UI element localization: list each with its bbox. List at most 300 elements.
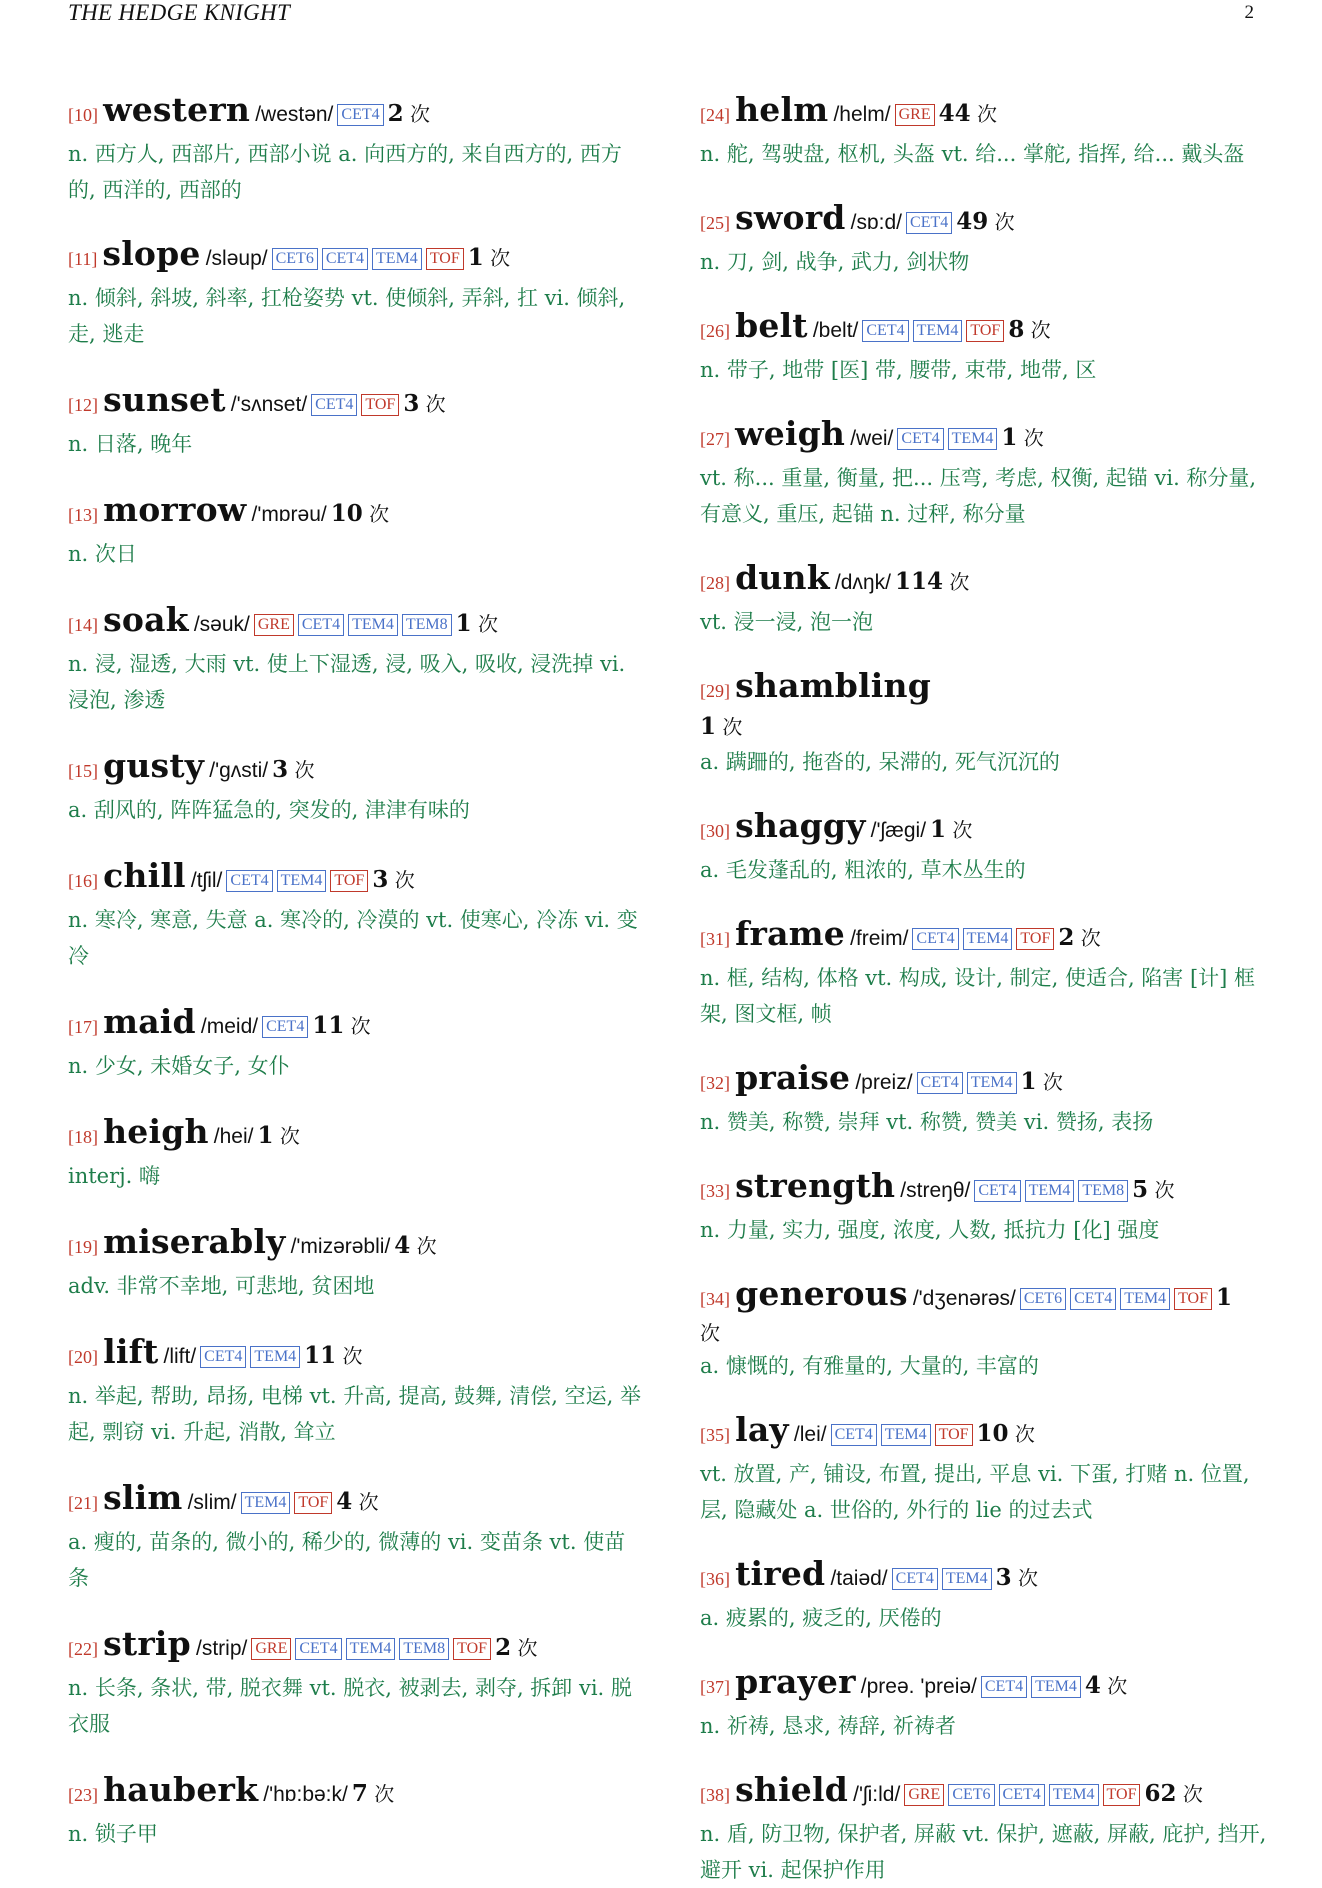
count-number: 62 [1144, 1780, 1177, 1807]
occurrence-count [388, 100, 430, 127]
count-suffix: 次 [1100, 1674, 1128, 1698]
occurrence-count [1216, 1284, 1232, 1311]
occurrence-count [930, 816, 972, 843]
pronunciation: /strip/ [196, 1637, 248, 1660]
entry-headline [700, 558, 1268, 604]
count-number: 1 [1020, 1068, 1037, 1095]
exam-tags [977, 1678, 1081, 1697]
exam-tag-cet4: CET4 [295, 1638, 341, 1660]
exam-tags [913, 1074, 1017, 1093]
exam-tags [247, 1640, 491, 1659]
occurrence-count [312, 1012, 370, 1039]
vocab-entry [68, 490, 642, 572]
count-number: 114 [894, 568, 943, 595]
count-suffix: 次 [1036, 1070, 1063, 1094]
exam-tag-cet4: CET4 [311, 394, 357, 416]
occurrence-count [977, 1420, 1035, 1447]
definition: n. 盾, 防卫物, 保护者, 屏蔽 vt. 保护, 遮蔽, 屏蔽, 庇护, 挡开, 避开 vi. 起保护作用 [700, 1822, 1267, 1882]
occurrence-count [939, 100, 997, 127]
exam-tags [888, 1570, 992, 1589]
vocab-entry [700, 414, 1268, 532]
headword: hauberk [103, 1770, 259, 1809]
pronunciation: /wei/ [850, 427, 894, 450]
occurrence-count [1008, 316, 1050, 343]
headword: heigh [103, 1112, 209, 1151]
entry-index: [16] [68, 871, 98, 891]
vocab-entry [68, 856, 642, 974]
entry-index: [18] [68, 1127, 98, 1147]
exam-tag-cet6: CET6 [272, 248, 318, 270]
entry-headline [700, 914, 1268, 960]
pronunciation: /taiəd/ [830, 1567, 888, 1590]
vocab-entry [700, 1274, 1268, 1384]
headword: soak [103, 600, 189, 639]
count-number: 1 [700, 713, 717, 740]
definition: n. 框, 结构, 体格 vt. 构成, 设计, 制定, 使适合, 陷害 [计] 框架, 图文框, 帧 [700, 966, 1256, 1026]
page-number: 2 [1244, 2, 1254, 23]
entry-headline [700, 1410, 1268, 1456]
vocab-entry [68, 1112, 642, 1194]
count-suffix: 次 [352, 1490, 379, 1514]
occurrence-count [1132, 1176, 1174, 1203]
exam-tag-tem4: TEM4 [348, 614, 398, 636]
headword: lay [735, 1410, 789, 1449]
entry-headline [700, 306, 1268, 352]
entry-headline [68, 1112, 642, 1158]
headword: dunk [735, 558, 830, 597]
occurrence-count [468, 244, 510, 271]
pronunciation: /'mɒrəu/ [251, 503, 327, 526]
headword: chill [103, 856, 186, 895]
pronunciation: /'ʃægi/ [870, 819, 927, 842]
headword: slim [103, 1478, 183, 1517]
pronunciation: /streŋθ/ [900, 1179, 971, 1202]
count-suffix: 次 [1074, 926, 1101, 950]
headword: weigh [735, 414, 846, 453]
pronunciation: /'ʃi:ld/ [853, 1783, 901, 1806]
headword: miserably [103, 1222, 286, 1261]
definition: interj. 嗨 [68, 1164, 161, 1188]
exam-tag-tem4: TEM4 [942, 1568, 992, 1590]
entry-index: [31] [700, 929, 730, 949]
vocab-entry [68, 1332, 642, 1450]
pronunciation: /belt/ [812, 319, 859, 342]
headword: tired [735, 1554, 826, 1593]
entry-index: [33] [700, 1181, 730, 1201]
count-suffix: 次 [403, 102, 430, 126]
count-number: 3 [272, 756, 289, 783]
entry-index: [21] [68, 1493, 98, 1513]
count-suffix: 次 [419, 392, 446, 416]
exam-tag-tem4: TEM4 [963, 928, 1013, 950]
exam-tags [222, 872, 368, 891]
headword: maid [103, 1002, 196, 1041]
headword: belt [735, 306, 808, 345]
headword: gusty [103, 746, 205, 785]
definition: n. 日落, 晚年 [68, 432, 193, 456]
definition: vt. 浸一浸, 泡一泡 [700, 610, 874, 634]
entry-index: [23] [68, 1785, 98, 1805]
count-suffix: 次 [942, 570, 970, 594]
entry-index: [34] [700, 1289, 730, 1309]
exam-tag-tof: TOF [935, 1424, 973, 1446]
entry-index: [37] [700, 1677, 730, 1697]
exam-tags [970, 1182, 1128, 1201]
exam-tag-tof: TOF [330, 870, 368, 892]
headword: western [103, 90, 251, 129]
definition: adv. 非常不幸地, 可悲地, 贫困地 [68, 1274, 375, 1298]
vocab-entry [700, 1770, 1268, 1888]
count-number: 4 [394, 1232, 411, 1259]
entry-index: [20] [68, 1347, 98, 1367]
pronunciation: /'mizərəbli/ [290, 1235, 391, 1258]
occurrence-count [1021, 1068, 1063, 1095]
headword: shambling [735, 666, 931, 705]
occurrence-count [1085, 1672, 1127, 1699]
exam-tags [858, 322, 1004, 341]
count-number: 1 [455, 610, 472, 637]
definition: n. 倾斜, 斜坡, 斜率, 扛枪姿势 vt. 使倾斜, 弄斜, 扛 vi. 倾斜, 走, 逃走 [68, 286, 626, 346]
definition: a. 慷慨的, 有雅量的, 大量的, 丰富的 [700, 1354, 1039, 1378]
headword: praise [735, 1058, 851, 1097]
count-number: 3 [403, 390, 420, 417]
headword: strip [103, 1624, 191, 1663]
occurrence-count [331, 500, 389, 527]
vocab-entry [700, 1410, 1268, 1528]
exam-tag-gre: GRE [251, 1638, 291, 1660]
pronunciation: /'gʌsti/ [209, 759, 269, 782]
entry-index: [29] [700, 681, 730, 701]
vocab-entry [68, 380, 642, 462]
count-number: 1 [257, 1122, 274, 1149]
pronunciation: /lei/ [793, 1423, 827, 1446]
exam-tag-cet4: CET4 [322, 248, 368, 270]
vocab-entry [68, 234, 642, 352]
definition: n. 举起, 帮助, 昂扬, 电梯 vt. 升高, 提高, 鼓舞, 清偿, 空运, 举起, 剽窃 vi. 升起, 消散, 耸立 [68, 1384, 642, 1444]
occurrence-count [336, 1488, 378, 1515]
occurrence-count [895, 568, 969, 595]
occurrence-count [1001, 424, 1043, 451]
exam-tag-tof: TOF [426, 248, 464, 270]
vocab-entry [700, 1554, 1268, 1636]
exam-tag-cet4: CET4 [862, 320, 908, 342]
pronunciation: /westən/ [255, 103, 334, 126]
definition: vt. 放置, 产, 铺设, 布置, 提出, 平息 vi. 下蛋, 打赌 n. 位置, 层, 隐藏处 a. 世俗的, 外行的 lie 的过去式 [700, 1462, 1250, 1522]
exam-tags [268, 250, 464, 269]
vocab-entry [700, 1166, 1268, 1248]
entry-index: [32] [700, 1073, 730, 1093]
headword: generous [735, 1274, 908, 1313]
count-suffix: 次 [288, 758, 315, 782]
exam-tags [307, 396, 399, 415]
count-number: 4 [1084, 1672, 1101, 1699]
occurrence-count [394, 1232, 436, 1259]
count-number: 1 [467, 244, 484, 271]
exam-tags [1016, 1290, 1212, 1309]
count-suffix: 次 [1011, 1566, 1039, 1590]
entry-headline [68, 90, 642, 136]
exam-tag-gre: GRE [904, 1784, 944, 1806]
exam-tag-tem4: TEM4 [881, 1424, 931, 1446]
occurrence-count [456, 610, 498, 637]
definition: n. 西方人, 西部片, 西部小说 a. 向西方的, 来自西方的, 西方的, 西洋的, 西部的 [68, 142, 622, 202]
occurrence-count [352, 1780, 394, 1807]
entry-headline [68, 1222, 642, 1268]
exam-tags [258, 1018, 308, 1037]
exam-tag-cet4: CET4 [298, 614, 344, 636]
count-suffix: 次 [946, 818, 973, 842]
count-suffix: 次 [511, 1636, 538, 1660]
definition: n. 力量, 实力, 强度, 浓度, 人数, 抵抗力 [化] 强度 [700, 1218, 1160, 1242]
count-number: 10 [330, 500, 363, 527]
exam-tag-cet4: CET4 [1070, 1288, 1116, 1310]
entry-index: [36] [700, 1569, 730, 1589]
count-suffix: 次 [1017, 426, 1044, 450]
headword: strength [735, 1166, 896, 1205]
entry-headline [700, 1166, 1268, 1212]
entry-headline [68, 1332, 642, 1378]
definition: n. 刀, 剑, 战争, 武力, 剑状物 [700, 250, 970, 274]
count-suffix: 次 [970, 102, 997, 126]
definition: vt. 称... 重量, 衡量, 把... 压弯, 考虑, 权衡, 起锚 vi. 称分量, 有意义, 重压, 起锚 n. 过秤, 称分量 [700, 466, 1257, 526]
entry-headline [68, 1478, 642, 1524]
exam-tags [902, 214, 952, 233]
pronunciation: /tʃil/ [190, 869, 223, 892]
definition: n. 长条, 条状, 带, 脱衣舞 vt. 脱衣, 被剥去, 剥夺, 拆卸 vi. 脱衣服 [68, 1676, 632, 1736]
exam-tag-tof: TOF [966, 320, 1004, 342]
definition: a. 疲累的, 疲乏的, 厌倦的 [700, 1606, 942, 1630]
definition: n. 锁子甲 [68, 1822, 158, 1846]
vocab-entry [700, 914, 1268, 1032]
count-number: 10 [976, 1420, 1009, 1447]
count-number: 11 [312, 1012, 345, 1039]
occurrence-count [956, 208, 1014, 235]
entry-headline [700, 1770, 1268, 1816]
exam-tag-tem4: TEM4 [1049, 1784, 1099, 1806]
definition: n. 寒冷, 寒意, 失意 a. 寒冷的, 冷漠的 vt. 使寒心, 冷冻 vi. 变冷 [68, 908, 638, 968]
exam-tag-tem4: TEM4 [277, 870, 327, 892]
count-suffix: 次 [362, 502, 390, 526]
headword: morrow [103, 490, 247, 529]
pronunciation: /preiz/ [855, 1071, 913, 1094]
exam-tags [333, 106, 383, 125]
count-number: 2 [387, 100, 404, 127]
entry-headline [700, 1662, 1268, 1708]
count-number: 1 [1001, 424, 1018, 451]
count-line [700, 712, 1268, 744]
exam-tag-tem4: TEM4 [241, 1492, 291, 1514]
exam-tag-cet4: CET4 [262, 1016, 308, 1038]
count-suffix: 次 [988, 210, 1015, 234]
occurrence-count [272, 756, 314, 783]
entry-headline [700, 414, 1268, 460]
left-column [68, 64, 642, 1852]
exam-tag-cet4: CET4 [974, 1180, 1020, 1202]
exam-tag-tem4: TEM4 [913, 320, 963, 342]
pronunciation: /preə. 'preiə/ [860, 1675, 977, 1698]
count-suffix: 次 [410, 1234, 437, 1258]
pronunciation: /freim/ [850, 927, 909, 950]
occurrence-count [403, 390, 445, 417]
vocab-entry [700, 558, 1268, 640]
vocab-entry [700, 198, 1268, 280]
count-suffix: 次 [700, 1321, 720, 1345]
entry-index: [22] [68, 1639, 98, 1659]
entry-headline [700, 1274, 1268, 1320]
exam-tag-cet4: CET4 [917, 1072, 963, 1094]
count-suffix: 次 [471, 612, 499, 636]
count-number: 49 [956, 208, 989, 235]
vocab-entry [68, 1624, 642, 1742]
count-number: 1 [930, 816, 947, 843]
definition: n. 带子, 地带 [医] 带, 腰带, 束带, 地带, 区 [700, 358, 1097, 382]
count-number: 3 [995, 1564, 1012, 1591]
vocab-entry [68, 746, 642, 828]
exam-tag-tof: TOF [453, 1638, 491, 1660]
entry-headline [700, 806, 1268, 852]
entry-index: [30] [700, 821, 730, 841]
exam-tag-tem4: TEM4 [948, 428, 998, 450]
entry-index: [27] [700, 429, 730, 449]
exam-tag-tem4: TEM4 [1025, 1180, 1075, 1202]
headword: sword [735, 198, 846, 237]
entry-headline [68, 746, 642, 792]
count-number: 2 [495, 1634, 512, 1661]
exam-tag-tof: TOF [294, 1492, 332, 1514]
definition: n. 舵, 驾驶盘, 枢机, 头盔 vt. 给... 掌舵, 指挥, 给... 戴头盔 [700, 142, 1245, 166]
entry-index: [19] [68, 1237, 98, 1257]
exam-tags [196, 1348, 300, 1367]
pronunciation: /meid/ [200, 1015, 259, 1038]
definition: a. 刮风的, 阵阵猛急的, 突发的, 津津有味的 [68, 798, 470, 822]
entry-index: [11] [68, 249, 98, 269]
entry-index: [38] [700, 1785, 730, 1805]
count-number: 1 [1216, 1284, 1233, 1311]
entry-headline [68, 600, 642, 646]
definition: n. 赞美, 称赞, 崇拜 vt. 称赞, 赞美 vi. 赞扬, 表扬 [700, 1110, 1154, 1134]
count-number: 4 [336, 1488, 353, 1515]
exam-tag-cet4: CET4 [981, 1676, 1027, 1698]
entry-index: [17] [68, 1017, 98, 1037]
entry-index: [14] [68, 615, 98, 635]
exam-tag-tem4: TEM4 [1120, 1288, 1170, 1310]
entry-headline [700, 666, 1268, 712]
definition: a. 瘦的, 苗条的, 微小的, 稀少的, 微薄的 vi. 变苗条 vt. 使苗条 [68, 1530, 626, 1590]
occurrence-count [304, 1342, 362, 1369]
occurrence-count [372, 866, 414, 893]
entry-headline [68, 856, 642, 902]
pronunciation: /'hɒ:bə:k/ [263, 1783, 348, 1806]
exam-tag-tof: TOF [1016, 928, 1054, 950]
headword: shield [735, 1770, 849, 1809]
exam-tag-cet4: CET4 [897, 428, 943, 450]
exam-tag-cet6: CET6 [1020, 1288, 1066, 1310]
exam-tag-gre: GRE [254, 614, 294, 636]
pronunciation: /sləup/ [205, 247, 268, 270]
vocab-entry [700, 90, 1268, 172]
entry-headline [68, 1002, 642, 1048]
exam-tag-cet4: CET4 [831, 1424, 877, 1446]
entry-headline [700, 90, 1268, 136]
vocab-entry [700, 1662, 1268, 1744]
page-header [68, 0, 1254, 30]
entry-index: [15] [68, 761, 98, 781]
headword: frame [735, 914, 845, 953]
entry-headline [700, 1554, 1268, 1600]
headword: shaggy [735, 806, 866, 845]
count-number: 2 [1058, 924, 1075, 951]
exam-tag-tem4: TEM4 [967, 1072, 1017, 1094]
entry-index: [28] [700, 573, 730, 593]
entry-index: [25] [700, 213, 730, 233]
exam-tag-cet4: CET4 [337, 104, 383, 126]
entry-headline [700, 198, 1268, 244]
vocab-entry [68, 90, 642, 208]
entry-index: [10] [68, 105, 98, 125]
vocab-entry [68, 1222, 642, 1304]
definition: a. 毛发蓬乱的, 粗浓的, 草木丛生的 [700, 858, 1026, 882]
exam-tags [827, 1426, 973, 1445]
entry-headline [68, 234, 642, 280]
count-suffix: 次 [716, 715, 743, 739]
definition: n. 祈祷, 恳求, 祷辞, 祈祷者 [700, 1714, 956, 1738]
count-suffix: 次 [1024, 318, 1051, 342]
definition: n. 少女, 未婚女子, 女仆 [68, 1054, 290, 1078]
exam-tags [891, 106, 935, 125]
headword: prayer [735, 1662, 856, 1701]
entry-headline [68, 1624, 642, 1670]
count-line [700, 1320, 1268, 1348]
entry-index: [35] [700, 1425, 730, 1445]
count-number: 8 [1008, 316, 1025, 343]
entry-index: [12] [68, 395, 98, 415]
entry-headline [68, 380, 642, 426]
count-number: 11 [304, 1342, 337, 1369]
count-suffix: 次 [367, 1782, 395, 1806]
headword: slope [102, 234, 201, 273]
exam-tag-tem4: TEM4 [346, 1638, 396, 1660]
book-title: THE HEDGE KNIGHT [68, 0, 291, 25]
exam-tag-tem4: TEM4 [372, 248, 422, 270]
headword: sunset [103, 380, 226, 419]
headword: lift [103, 1332, 159, 1371]
entry-headline [68, 1770, 642, 1816]
count-number: 44 [938, 100, 971, 127]
pronunciation: /lift/ [163, 1345, 197, 1368]
count-suffix: 次 [483, 246, 511, 270]
exam-tags [237, 1494, 333, 1513]
count-suffix: 次 [1176, 1782, 1203, 1806]
occurrence-count [1058, 924, 1100, 951]
exam-tag-tem8: TEM8 [1078, 1180, 1128, 1202]
vocab-entry [68, 1770, 642, 1852]
vocab-entry [700, 666, 1268, 780]
occurrence-count [1144, 1780, 1202, 1807]
exam-tag-tem4: TEM4 [250, 1346, 300, 1368]
exam-tag-cet4: CET4 [906, 212, 952, 234]
exam-tag-tof: TOF [1174, 1288, 1212, 1310]
entry-index: [26] [700, 321, 730, 341]
entry-index: [13] [68, 505, 98, 525]
exam-tag-tof: TOF [1103, 1784, 1141, 1806]
exam-tag-cet4: CET4 [892, 1568, 938, 1590]
exam-tag-cet4: CET4 [200, 1346, 246, 1368]
vocab-entry [68, 1002, 642, 1084]
occurrence-count [996, 1564, 1038, 1591]
exam-tags [900, 1786, 1140, 1805]
right-column [700, 64, 1268, 1888]
count-suffix: 次 [388, 868, 415, 892]
